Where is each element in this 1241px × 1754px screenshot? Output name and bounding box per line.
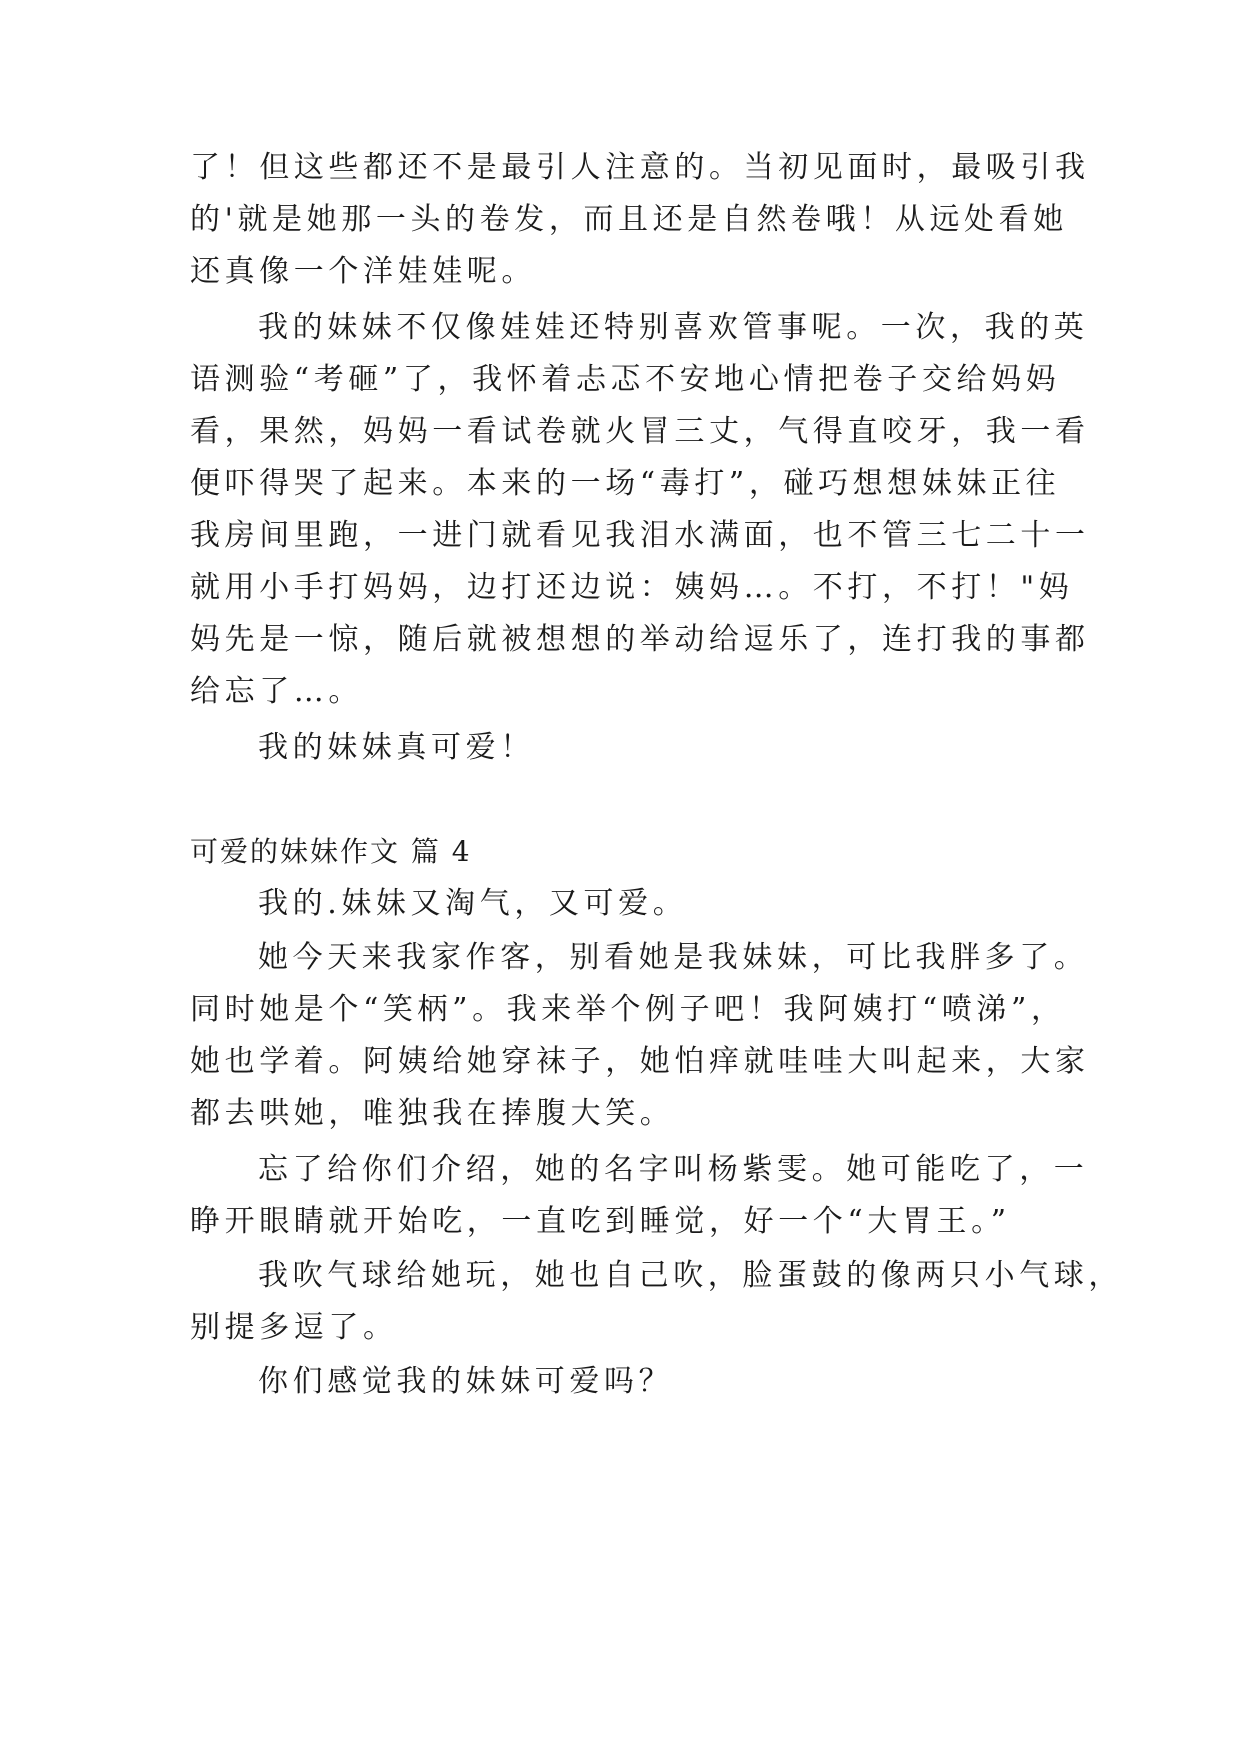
- paragraph-line: 就用小手打妈妈，边打还边说：姨妈…。不打，不打！"妈: [190, 570, 1074, 605]
- paragraph-line: 你们感觉我的妹妹可爱吗？: [258, 1364, 674, 1399]
- paragraph-line: 我的妹妹真可爱！: [258, 730, 535, 765]
- paragraph-line: 我的.妹妹又淘气，又可爱。: [258, 886, 688, 921]
- paragraph-line: 我房间里跑，一进门就看见我泪水满面，也不管三七二十一: [190, 518, 1090, 553]
- paragraph-line: 别提多逗了。: [190, 1310, 398, 1345]
- paragraph-line: 给忘了…。: [190, 674, 363, 709]
- paragraph-line: 她也学着。阿姨给她穿袜子，她怕痒就哇哇大叫起来，大家: [190, 1044, 1090, 1079]
- paragraph-line: 还真像一个洋娃娃呢。: [190, 254, 536, 289]
- paragraph-line: 了！但这些都还不是最引人注意的。当初见面时，最吸引我: [190, 150, 1090, 185]
- paragraph-line: 的'就是她那一头的卷发，而且还是自然卷哦！从远处看她: [190, 202, 1068, 237]
- paragraph-line: 语测验“考砸”了，我怀着忐忑不安地心情把卷子交给妈妈: [190, 362, 1061, 397]
- paragraph-line: 我吹气球给她玩，她也自己吹，脸蛋鼓的像两只小气球，: [258, 1258, 1123, 1293]
- paragraph-line: 我的妹妹不仅像娃娃还特别喜欢管事呢。一次，我的英: [258, 310, 1089, 345]
- paragraph-line: 都去哄她，唯独我在捧腹大笑。: [190, 1096, 675, 1131]
- paragraph-line: 睁开眼睛就开始吃，一直吃到睡觉，好一个“大胃王。”: [190, 1204, 1011, 1239]
- paragraph-line: 同时她是个“笑柄”。我来举个例子吧！我阿姨打“喷涕”，: [190, 992, 1066, 1027]
- section-heading: 可爱的妹妹作文 篇 4: [190, 835, 472, 868]
- paragraph-line: 妈先是一惊，随后就被想想的举动给逗乐了，连打我的事都: [190, 622, 1090, 657]
- paragraph-line: 看，果然，妈妈一看试卷就火冒三丈，气得直咬牙，我一看: [190, 414, 1090, 449]
- paragraph-line: 忘了给你们介绍，她的名字叫杨紫雯。她可能吃了，一: [258, 1152, 1089, 1187]
- paragraph-line: 便吓得哭了起来。本来的一场“毒打”，碰巧想想妹妹正往: [190, 466, 1061, 501]
- paragraph-line: 她今天来我家作客，别看她是我妹妹，可比我胖多了。: [258, 940, 1089, 975]
